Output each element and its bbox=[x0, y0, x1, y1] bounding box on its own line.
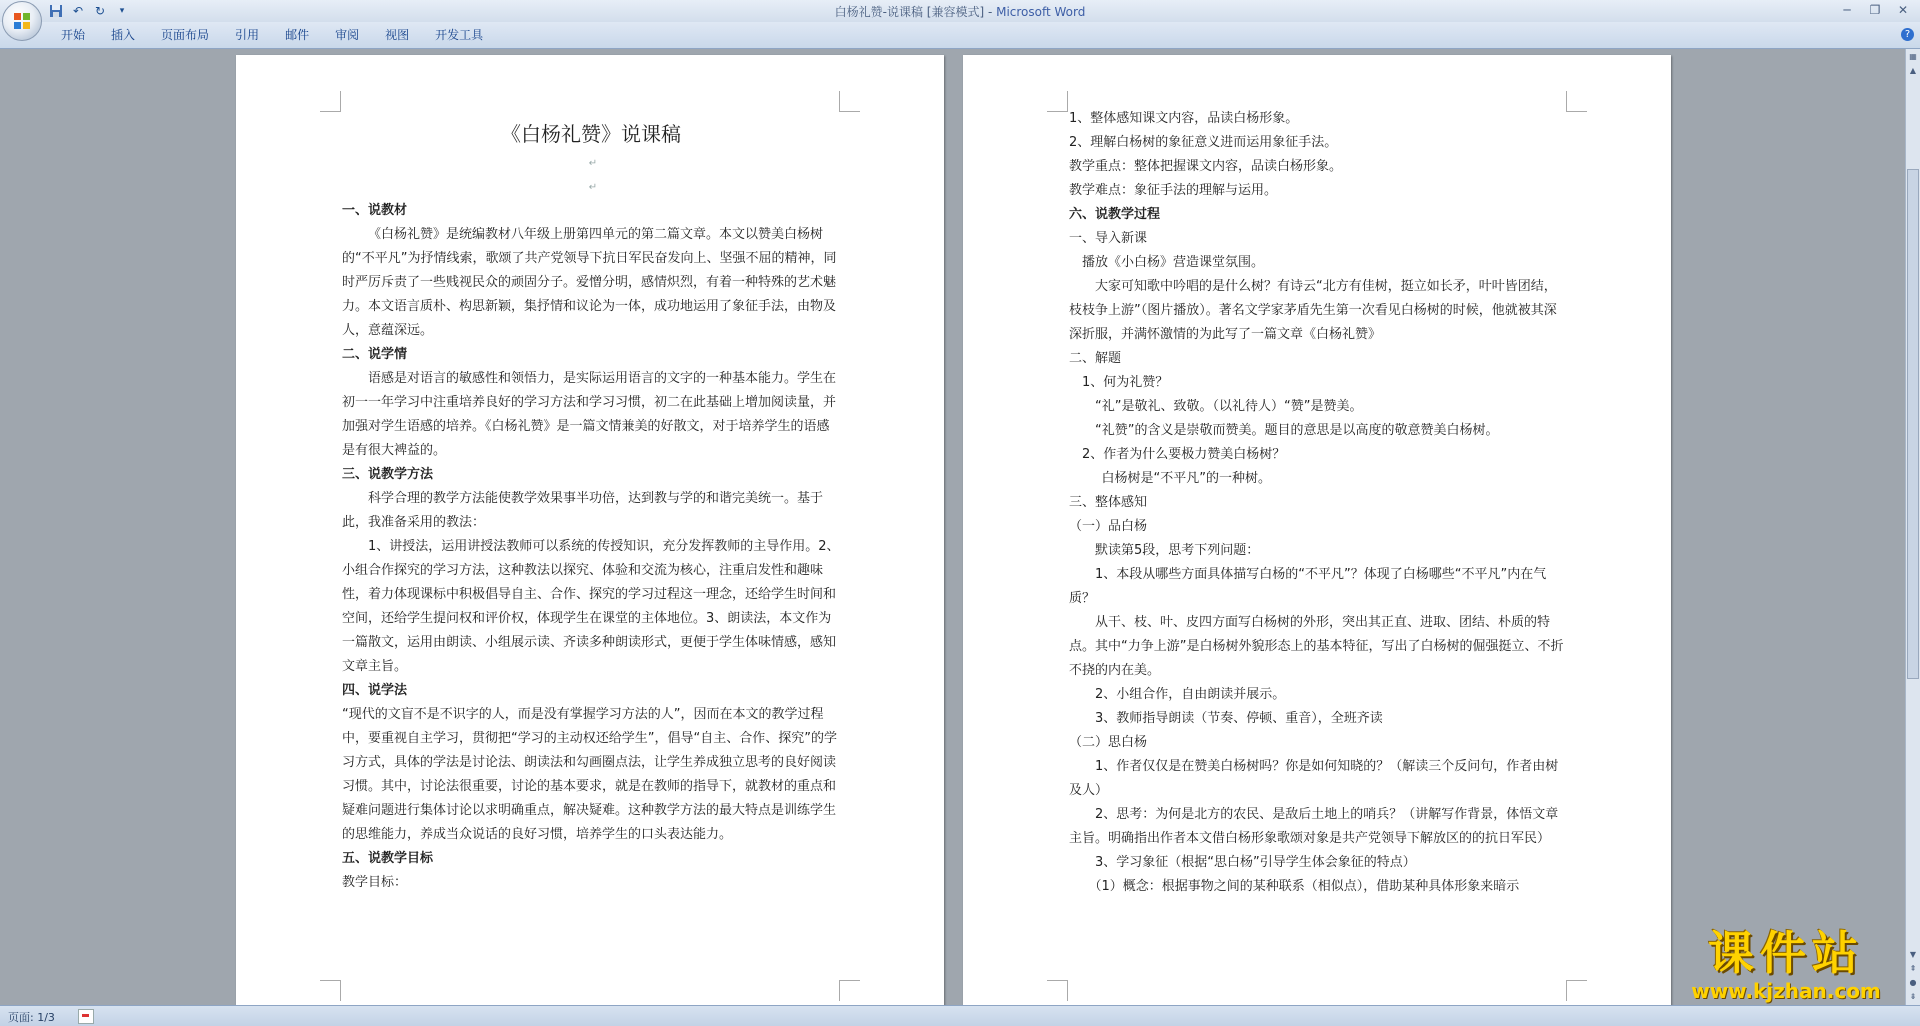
paragraph: 3、学习象征（根据“思白杨”引导学生体会象征的特点） bbox=[1095, 855, 1416, 870]
page-2-body[interactable] bbox=[1069, 107, 1567, 899]
paragraph-3: 科学合理的教学方法能使教学效果事半功倍，达到教与学的和谐完美统一。基于此，我准备采用的教法： bbox=[342, 491, 824, 530]
scroll-down-icon[interactable]: ▼ bbox=[1909, 950, 1917, 959]
title-bar bbox=[0, 0, 1920, 22]
teaching-goals-label: 教学目标： bbox=[342, 875, 408, 890]
paragraph: 教学重点：整体把握课文内容，品读白杨形象。 bbox=[1069, 159, 1343, 174]
section-heading-5: 五、说教学目标 bbox=[342, 851, 434, 866]
margin-mark bbox=[1566, 91, 1587, 112]
browse-object-icon[interactable]: ● bbox=[1909, 978, 1917, 987]
tab-page-layout[interactable]: 页面布局 bbox=[161, 28, 210, 42]
paragraph: 2、思考：为何是北方的农民、是敌后土地上的哨兵？（讲解写作背景，体悟文章主旨。明确指出作者本文借白杨形象歌颂对象是共产党领导下解放区的的抗日军民） bbox=[1069, 807, 1559, 846]
paragraph: 1、本段从哪些方面具体描写白杨的“不平凡”？体现了白杨哪些“不平凡”内在气质？ bbox=[1069, 567, 1547, 606]
section-heading-2: 二、说学情 bbox=[342, 347, 408, 362]
page-count[interactable]: 页面: 1/3 bbox=[8, 1011, 55, 1024]
scroll-thumb[interactable] bbox=[1907, 169, 1919, 679]
site-watermark bbox=[1668, 926, 1904, 1002]
paragraph: 二、解题 bbox=[1069, 351, 1122, 366]
paragraph-1: 《白杨礼赞》是统编教材八年级上册第四单元的第二篇文章。本文以赞美白杨树的“不平凡”为抒情线索，歌颂了共产党领导下抗日军民奋发向上、坚强不屈的精神，同时严厉斥责了一些贱视民众的顽固分子。爱憎分明，感情炽烈，有着一种特殊的艺术魅力。本文语言质朴、构思新颖，集抒情和议论为一体，成功地运用了象征手法，由物及人，意蕴深远。 bbox=[342, 227, 837, 338]
margin-mark bbox=[839, 980, 860, 1001]
scroll-up-icon[interactable]: ▲ bbox=[1909, 66, 1917, 75]
ribbon-tabs bbox=[48, 22, 496, 48]
window-controls bbox=[1834, 1, 1916, 19]
paragraph: 大家可知歌中吟唱的是什么树？有诗云“北方有佳树，挺立如长矛，叶叶皆团结，枝枝争上游”（图片播放）。著名文学家茅盾先生第一次看见白杨树的时候，他就被其深深折服，并满怀激情的为此写了一篇文章《白杨礼赞》 bbox=[1069, 279, 1557, 342]
paragraph: 从干、枝、叶、皮四方面写白杨树的外形，突出其正直、进取、团结、朴质的特点。其中“力争上游”是白杨树外貌形态上的基本特征，写出了白杨树的倔强挺立、不折不挠的内在美。 bbox=[1069, 615, 1564, 678]
page-1[interactable] bbox=[236, 55, 944, 1005]
page-2[interactable] bbox=[963, 55, 1671, 1005]
section-heading: 六、说教学过程 bbox=[1069, 207, 1161, 222]
tab-developer[interactable]: 开发工具 bbox=[435, 28, 484, 42]
paragraph-2: 语感是对语言的敏感性和领悟力，是实际运用语言的文字的一种基本能力。学生在初一一年学习中注重培养良好的学习方法和学习习惯，初二在此基础上增加阅读量，并加强对学生语感的培养。《白杨礼赞》是一篇文情兼美的好散文，对于培养学生的语感是有很大裨益的。 bbox=[342, 371, 837, 458]
paragraph: （二）思白杨 bbox=[1069, 735, 1148, 750]
blank-line: ↵ bbox=[588, 182, 598, 193]
paragraph-3-methods: 1、讲授法，运用讲授法教师可以系统的传授知识，充分发挥教师的主导作用。2、小组合作探究的学习方法，这种教法以探究、体验和交流为核心，注重启发性和趣味性，着力体现课标中积极倡导自主、合作、探究的学习过程这一理念，还给学生时间和空间，还给学生提问权和评价权，体现学生在课堂的主体地位。3、朗读法，本文作为一篇散文，运用由朗读、小组展示读、齐读多种朗读形式，更便于学生体味情感，感知文章主旨。 bbox=[342, 539, 840, 674]
redo-icon[interactable]: ↻ bbox=[94, 4, 106, 18]
window-title bbox=[0, 3, 1920, 20]
document-title: 白杨礼赞-说课稿 [兼容模式] - bbox=[834, 5, 997, 19]
blank-line: ↵ bbox=[588, 158, 598, 169]
margin-mark bbox=[1047, 980, 1068, 1001]
tab-review[interactable]: 审阅 bbox=[335, 28, 360, 42]
tab-insert[interactable]: 插入 bbox=[111, 28, 136, 42]
paragraph: 播放《小白杨》营造课堂氛围。 bbox=[1082, 255, 1265, 270]
margin-mark bbox=[1566, 980, 1587, 1001]
paragraph: 教学难点：象征手法的理解与运用。 bbox=[1069, 183, 1278, 198]
tab-references[interactable]: 引用 bbox=[235, 28, 260, 42]
tab-view[interactable]: 视图 bbox=[385, 28, 410, 42]
ribbon-tab-bar bbox=[0, 22, 1920, 49]
vertical-scrollbar[interactable] bbox=[1905, 49, 1920, 1005]
paragraph: 默读第5段，思考下列问题： bbox=[1095, 543, 1260, 558]
paragraph: 2、作者为什么要极力赞美白杨树？ bbox=[1082, 447, 1286, 462]
paragraph: 2、小组合作，自由朗读并展示。 bbox=[1095, 687, 1286, 702]
minimize-button[interactable]: ─ bbox=[1843, 3, 1851, 17]
paragraph: 1、何为礼赞？ bbox=[1082, 375, 1169, 390]
app-name: Microsoft Word bbox=[996, 5, 1086, 19]
section-heading-3: 三、说教学方法 bbox=[342, 467, 434, 482]
margin-mark bbox=[839, 91, 860, 112]
paragraph: 2、理解白杨树的象征意义进而运用象征手法。 bbox=[1069, 135, 1338, 150]
section-heading-4: 四、说学法 bbox=[342, 683, 408, 698]
margin-mark bbox=[1047, 91, 1068, 112]
paragraph: “礼”是敬礼、致敬。（以礼待人）“赞”是赞美。 bbox=[1095, 399, 1363, 414]
restore-button[interactable]: ❐ bbox=[1869, 3, 1881, 17]
document-area[interactable] bbox=[0, 49, 1906, 1005]
paragraph: （一）品白杨 bbox=[1069, 519, 1148, 534]
customize-toolbar-icon[interactable]: ▾ bbox=[119, 6, 125, 16]
office-logo-icon bbox=[12, 11, 32, 31]
undo-icon[interactable]: ↶ bbox=[72, 4, 84, 18]
paragraph: “礼赞”的含义是崇敬而赞美。题目的意思是以高度的敬意赞美白杨树。 bbox=[1095, 423, 1499, 438]
paragraph: 白杨树是“不平凡”的一种树。 bbox=[1101, 471, 1271, 486]
tab-mailings[interactable]: 邮件 bbox=[285, 28, 310, 42]
paragraph: （1）概念：根据事物之间的某种联系（相似点），借助某种具体形象来暗示 bbox=[1088, 879, 1520, 894]
ruler-toggle-icon[interactable]: ▦ bbox=[1909, 52, 1917, 61]
watermark-url: www.kjzhan.com bbox=[1691, 979, 1881, 1003]
watermark-logo-text: 课件站 bbox=[1708, 926, 1864, 980]
margin-mark bbox=[320, 91, 341, 112]
paragraph: 一、导入新课 bbox=[1069, 231, 1148, 246]
paragraph: 1、整体感知课文内容，品读白杨形象。 bbox=[1069, 111, 1299, 126]
next-page-icon[interactable]: ⇟ bbox=[1909, 992, 1917, 1001]
paragraph: 3、教师指导朗读（节奏、停顿、重音），全班齐读 bbox=[1095, 711, 1383, 726]
tab-home[interactable]: 开始 bbox=[61, 28, 86, 42]
paragraph: 1、作者仅仅是在赞美白杨树吗？你是如何知晓的？（解读三个反问句，作者由树及人） bbox=[1069, 759, 1559, 798]
previous-page-icon[interactable]: ⇞ bbox=[1909, 964, 1917, 973]
margin-mark bbox=[320, 980, 341, 1001]
help-button[interactable]: ? bbox=[1901, 28, 1914, 41]
status-bar bbox=[0, 1005, 1920, 1026]
section-heading-1: 一、说教材 bbox=[342, 203, 408, 218]
paragraph: 三、整体感知 bbox=[1069, 495, 1148, 510]
document-heading: 《白杨礼赞》说课稿 bbox=[501, 122, 681, 146]
page-1-body[interactable] bbox=[342, 117, 840, 895]
paragraph-4: “现代的文盲不是不识字的人，而是没有掌握学习方法的人”，因而在本文的教学过程中，要重视自主学习，贯彻把“学习的主动权还给学生”，倡导“自主、合作、探究”的学习方式，具体的学法是讨论法、朗读法和勾画圈点法，让学生养成独立思考的良好阅读习惯。其中，讨论法很重要，讨论的基本要求，就是在教师的指导下，就教材的重点和疑难问题进行集体讨论以求明确重点，解决疑难。这种教学方法的最大特点是训练学生的思维能力，养成当众说话的良好习惯，培养学生的口头表达能力。 bbox=[342, 707, 837, 842]
proofing-icon[interactable] bbox=[78, 1009, 94, 1024]
close-button[interactable]: ✕ bbox=[1897, 3, 1909, 17]
office-button[interactable] bbox=[2, 1, 42, 41]
